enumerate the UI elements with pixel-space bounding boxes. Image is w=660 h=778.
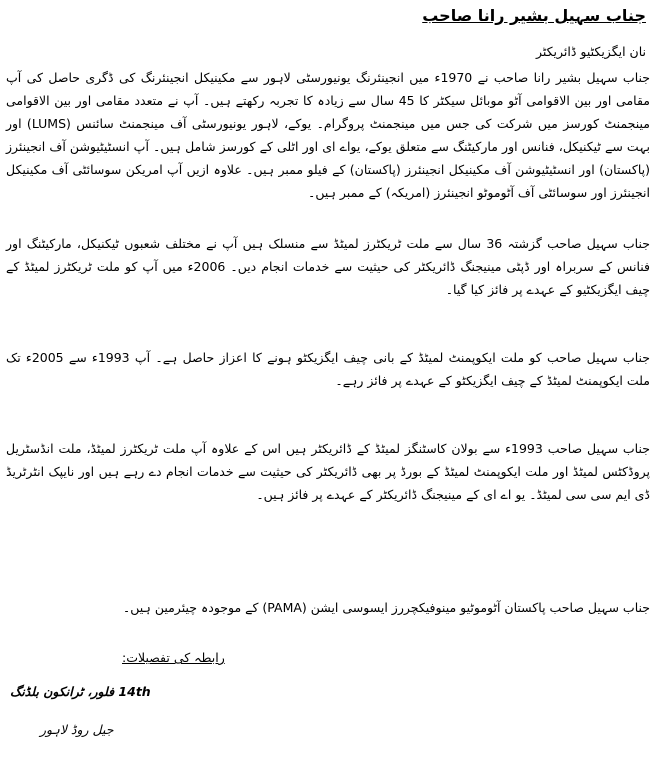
contact-heading: رابطہ کی تفصیلات: bbox=[122, 650, 225, 665]
paragraph-millat-equipment: جناب سہیل صاحب کو ملت ایکوپمنٹ لمیٹڈ کے بانی چیف ایگزیکٹو ہونے کا اعزاز حاصل ہے۔ آپ 1993ء سے 2005ء تک ملت ایکوپمنٹ لمیٹڈ کے چیف ایگزیکٹو کے عہدے پر فائز رہے۔ bbox=[6, 350, 650, 388]
document-title: جناب سہیل بشیر رانا صاحب bbox=[422, 6, 646, 25]
designation: نان ایگزیکٹیو ڈائریکٹر bbox=[535, 44, 646, 59]
contact-address-line1: 14th فلور، ٹرانکون بلڈنگ bbox=[10, 684, 151, 699]
paragraph-education-experience: جناب سہیل بشیر رانا صاحب نے 1970ء میں انجینئرنگ یونیورسٹی لاہور سے مکینیکل انجینئرنگ کی ڈگری حاصل کی آپ مقامی اور بین الاقوامی آٹو موبائل سیکٹر کا 45 سال سے زیادہ کا تجربہ رکھتے ہیں۔ آپ نے متعدد مقامی اور بین الاقوامی مینجمنٹ کورسز میں شرکت کی جس میں مینجمنٹ پروگرام۔ یوکے، لاہور یونیورسٹی آف مینجمنٹ سائنس (LUMS) اور بہت سے ٹیکنیکل، فنانس اور مارکیٹنگ سے متعلق یوکے، یواے ای اور اٹلی کے کورسز شامل ہیں۔ آپ انسٹیٹیوشن آف انجینئرز (پاکستان) اور انسٹیٹیوشن آف مکینیکل انجینئرز (پاکستان) کے فیلو ممبر ہیں۔ علاوہ ازیں آپ امریکن سوسائٹی آف مکینیکل انجینئرز اور سوسائٹی آف آٹوموٹو انجینئرز (امریکہ) کے ممبر ہیں۔ bbox=[6, 70, 651, 200]
paragraph-millat-tractors: جناب سہیل صاحب گزشتہ 36 سال سے ملت ٹریکٹرز لمیٹڈ سے منسلک ہیں آپ نے مختلف شعبوں ٹیکنیکل، مارکیٹنگ اور فنانس کے سربراہ اور ڈپٹی مینیجنگ ڈائریکٹر کی حیثیت سے خدمات انجام دیں۔ 2006ء میں آپ کو ملت ٹریکٹرز لمیٹڈ کے چیف ایگزیکٹیو کے عہدے پر فائز کیا گیا۔ bbox=[6, 236, 651, 297]
paragraph-pama: جناب سہیل صاحب پاکستان آٹوموٹیو مینوفیکچررز ایسوسی ایشن (PAMA) کے موجودہ چیئرمین ہیں۔ bbox=[122, 600, 650, 615]
paragraph-directorships: جناب سہیل صاحب 1993ء سے بولان کاسٹنگز لمیٹڈ کے ڈائریکٹر ہیں اس کے علاوہ آپ ملت ٹریکٹرز لمیٹڈ، ملت انڈسٹریل پروڈکٹس لمیٹڈ اور ملت ایکوپمنٹ لمیٹڈ کے بورڈ پر بھی ڈائریکٹر کی حیثیت سے خدمات انجام دے رہے ہیں اور نایپک انٹرٹریڈ ڈی ایم سی سی لمیٹڈ۔ یو اے ای کے مینیجنگ ڈائریکٹر کے عہدے پر فائز ہیں۔ bbox=[6, 441, 650, 502]
contact-address-line2: جیل روڈ لاہور bbox=[40, 722, 114, 737]
